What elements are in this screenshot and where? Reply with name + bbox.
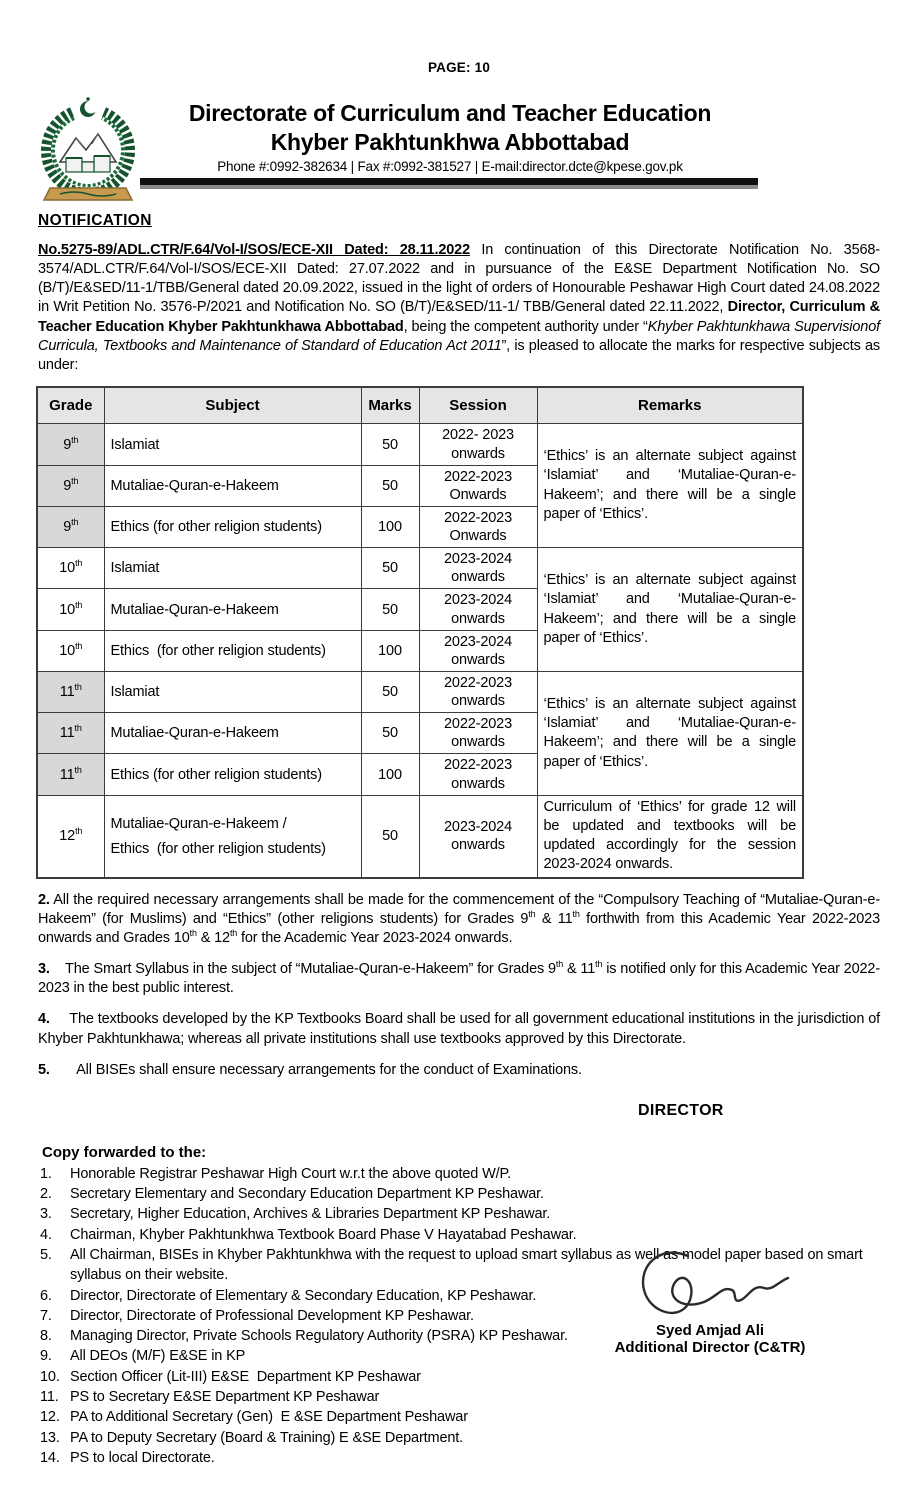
signatory-title: Additional Director (C&TR) [614, 1339, 806, 1356]
copy-item-text: PA to Additional Secretary (Gen) E &SE Department Peshawar [70, 1409, 468, 1426]
session-cell: 2022-2023 Onwards [419, 465, 537, 506]
table-row [37, 795, 803, 878]
copy-item-text: Secretary, Higher Education, Archives & Libraries Department KP Peshawar. [70, 1206, 551, 1223]
copy-item-number: 7. [40, 1307, 52, 1324]
marks-cell: 50 [361, 795, 419, 878]
notification-heading: NOTIFICATION [38, 212, 152, 229]
copy-list-item [38, 1367, 880, 1387]
grade-cell: 10th [37, 548, 104, 589]
copy-item-text: Director, Directorate of Professional Development KP Peshawar. [70, 1307, 474, 1324]
subject-cell: Ethics (for other religion students) [104, 630, 361, 671]
copy-item-number: 5. [40, 1246, 52, 1263]
paragraph-2: 2. All the required necessary arrangements shall be made for the commencement of the “Compulsory Teaching of “Mutaliae-Quran-e-Hakeem” (for Muslims) and “Ethics” (other religions students) for Grades 9th & 11th forthwith from this Academic Year 2022-2023 onwards and Grades 10th & 12th for the Academic Year 2023-2024 onwards. [38, 891, 884, 946]
copy-list-item [38, 1184, 880, 1204]
copy-item-text: Section Officer (Lit-III) E&SE Department KP Peshawar [70, 1368, 421, 1385]
notification-intro-paragraph: No.5275-89/ADL.CTR/F.64/Vol-I/SOS/ECE-XII Dated: 28.11.2022 In continuation of this Directorate Notification No. 3568-3574/ADL.CTR/F.64/Vol-I/SOS/ECE-XII Dated: 27.07.2022 and in pursuance of the E&SE Department Notification No. SO (B/T)/E&SED/11-1/TBB/General dated 20.09.2022, issued in the light of orders of Honourable Peshawar High Court dated 24.08.2022 in Writ Petition No. 3576-P/2021 and Notification No. SO (B/T)/E&SED/11-1/ TBB/General dated 22.11.2022, Director, Curriculum & Teacher Education Khyber Pakhtunkhawa Abbottabad, being the competent authority under “Khyber Pakhtunkhawa Supervisionof Curricula, Textbooks and Maintenance of Standard of Education Act 2011”, is pleased to allocate the marks for respective subjects as under: [38, 242, 884, 373]
copy-item-text: All DEOs (M/F) E&SE in KP [70, 1348, 246, 1365]
grade-cell: 10th [37, 589, 104, 630]
copy-item-text: All Chairman, BISEs in Khyber Pakhtunkhwa with the request to upload smart syllabus as well as model paper based on smart syllabus on their website. [70, 1246, 867, 1284]
copy-item-number: 12. [40, 1409, 60, 1426]
copy-list-item [38, 1164, 880, 1184]
subject-cell: Islamiat [104, 424, 361, 465]
copy-item-number: 11. [40, 1389, 59, 1406]
organization-subtitle: Khyber Pakhtunkhwa Abbottabad [270, 129, 630, 155]
copy-item-number: 9. [40, 1348, 52, 1365]
copy-item-number: 6. [40, 1287, 52, 1304]
marks-cell: 50 [361, 671, 419, 712]
table-row [37, 424, 803, 465]
copy-list-item [38, 1448, 880, 1468]
subject-cell: Mutaliae-Quran-e-Hakeem / Ethics (for other religion students) [104, 795, 361, 878]
organization-title: Directorate of Curriculum and Teacher Education [188, 100, 712, 126]
signatory-name: Syed Amjad Ali [655, 1322, 765, 1339]
table-row [37, 671, 803, 712]
copy-list-item [38, 1407, 880, 1427]
marks-cell: 50 [361, 424, 419, 465]
subject-cell: Ethics (for other religion students) [104, 754, 361, 795]
signature-block [580, 1244, 840, 1356]
copy-item-text: PA to Deputy Secretary (Board & Training) E &SE Department. [70, 1429, 464, 1446]
subject-cell: Mutaliae-Quran-e-Hakeem [104, 713, 361, 754]
grade-cell: 9th [37, 506, 104, 547]
copy-item-number: 4. [40, 1226, 52, 1243]
copy-item-number: 10. [40, 1368, 60, 1385]
copy-item-text: Secretary Elementary and Secondary Education Department KP Peshawar. [70, 1186, 544, 1203]
copy-list-item [38, 1204, 880, 1224]
subject-cell: Islamiat [104, 671, 361, 712]
signature-image [620, 1244, 800, 1326]
page-number-label: PAGE: 10 [427, 60, 491, 75]
copy-item-text: Managing Director, Private Schools Regulatory Authority (PSRA) KP Peshawar. [70, 1328, 568, 1345]
kp-government-emblem-logo [36, 96, 140, 213]
copy-item-text: Honorable Registrar Peshawar High Court w.r.t the above quoted W/P. [70, 1165, 512, 1182]
marks-cell: 50 [361, 465, 419, 506]
copy-item-number: 2. [40, 1186, 52, 1203]
copy-item-number: 3. [40, 1206, 52, 1223]
subject-cell: Ethics (for other religion students) [104, 506, 361, 547]
paragraph-3: 3. The Smart Syllabus in the subject of “Mutaliae-Quran-e-Hakeem” for Grades 9th & 11th is notified only for this Academic Year 2022-2023 in the best public interest. [38, 959, 881, 997]
remarks-cell: Curriculum of ‘Ethics’ for grade 12 will be updated and textbooks will be updated accordingly for the session 2023-2024 onwards. [537, 795, 803, 878]
marks-cell: 50 [361, 548, 419, 589]
marks-cell: 100 [361, 630, 419, 671]
marks-cell: 50 [361, 713, 419, 754]
director-label: DIRECTOR [638, 1101, 724, 1119]
marks-allocation-table [36, 386, 804, 879]
copy-item-text: Director, Directorate of Elementary & Secondary Education, KP Peshawar. [70, 1287, 537, 1304]
grade-cell: 11th [37, 713, 104, 754]
session-cell: 2022-2023 onwards [419, 671, 537, 712]
copy-forwarded-heading: Copy forwarded to the: [42, 1143, 207, 1161]
subject-cell: Mutaliae-Quran-e-Hakeem [104, 589, 361, 630]
paragraph-5: 5. All BISEs shall ensure necessary arrangements for the conduct of Examinations. [38, 1061, 582, 1078]
grade-cell: 11th [37, 671, 104, 712]
session-cell: 2023-2024 onwards [419, 548, 537, 589]
session-cell: 2023-2024 onwards [419, 630, 537, 671]
remarks-cell: ‘Ethics’ is an alternate subject against ‘Islamiat’ and ‘Mutaliae-Quran-e-Hakeem’; and there will be a single paper of ‘Ethics’. [537, 671, 803, 795]
copy-item-text: Chairman, Khyber Pakhtunkhwa Textbook Board Phase V Hayatabad Peshawar. [70, 1226, 577, 1243]
grade-cell: 9th [37, 465, 104, 506]
grade-cell: 12th [37, 795, 104, 878]
marks-cell: 100 [361, 754, 419, 795]
letterhead [0, 94, 918, 189]
session-cell: 2022- 2023 onwards [419, 424, 537, 465]
contact-line: Phone #:0992-382634 | Fax #:0992-381527 | E-mail:director.dcte@kpese.gov.pk [217, 159, 683, 174]
header-rule [140, 178, 758, 189]
copy-item-number: 8. [40, 1328, 52, 1345]
marks-cell: 50 [361, 589, 419, 630]
column-header: Session [419, 387, 537, 424]
grade-cell: 10th [37, 630, 104, 671]
copy-item-text: PS to Secretary E&SE Department KP Peshawar [70, 1389, 380, 1406]
copy-item-number: 13. [40, 1429, 60, 1446]
copy-item-number: 14. [40, 1449, 60, 1466]
session-cell: 2022-2023 onwards [419, 754, 537, 795]
grade-cell: 9th [37, 424, 104, 465]
marks-cell: 100 [361, 506, 419, 547]
session-cell: 2023-2024 onwards [419, 589, 537, 630]
table-header-row [37, 387, 803, 424]
copy-list-item [38, 1225, 880, 1245]
grade-cell: 11th [37, 754, 104, 795]
column-header: Grade [37, 387, 104, 424]
session-cell: 2022-2023 onwards [419, 713, 537, 754]
remarks-cell: ‘Ethics’ is an alternate subject against ‘Islamiat’ and ‘Mutaliae-Quran-e-Hakeem’; and there will be a single paper of ‘Ethics’. [537, 548, 803, 672]
session-cell: 2022-2023 Onwards [419, 506, 537, 547]
session-cell: 2023-2024 onwards [419, 795, 537, 878]
subject-cell: Mutaliae-Quran-e-Hakeem [104, 465, 361, 506]
copy-item-number: 1. [40, 1165, 52, 1182]
copy-list-item [38, 1387, 880, 1407]
table-row [37, 548, 803, 589]
copy-list-item [38, 1428, 880, 1448]
subject-cell: Islamiat [104, 548, 361, 589]
column-header: Subject [104, 387, 361, 424]
paragraph-4: 4. The textbooks developed by the KP Textbooks Board shall be used for all government educational institutions in the jurisdiction of Khyber Pakhtunkhawa; whereas all private institutions shall use textbooks approved by this Directorate. [38, 1011, 884, 1047]
table-body [37, 424, 803, 878]
remarks-cell: ‘Ethics’ is an alternate subject against ‘Islamiat’ and ‘Mutaliae-Quran-e-Hakeem’; and there will be a single paper of ‘Ethics’. [537, 424, 803, 548]
column-header: Marks [361, 387, 419, 424]
copy-item-text: PS to local Directorate. [70, 1449, 215, 1466]
column-header: Remarks [537, 387, 803, 424]
